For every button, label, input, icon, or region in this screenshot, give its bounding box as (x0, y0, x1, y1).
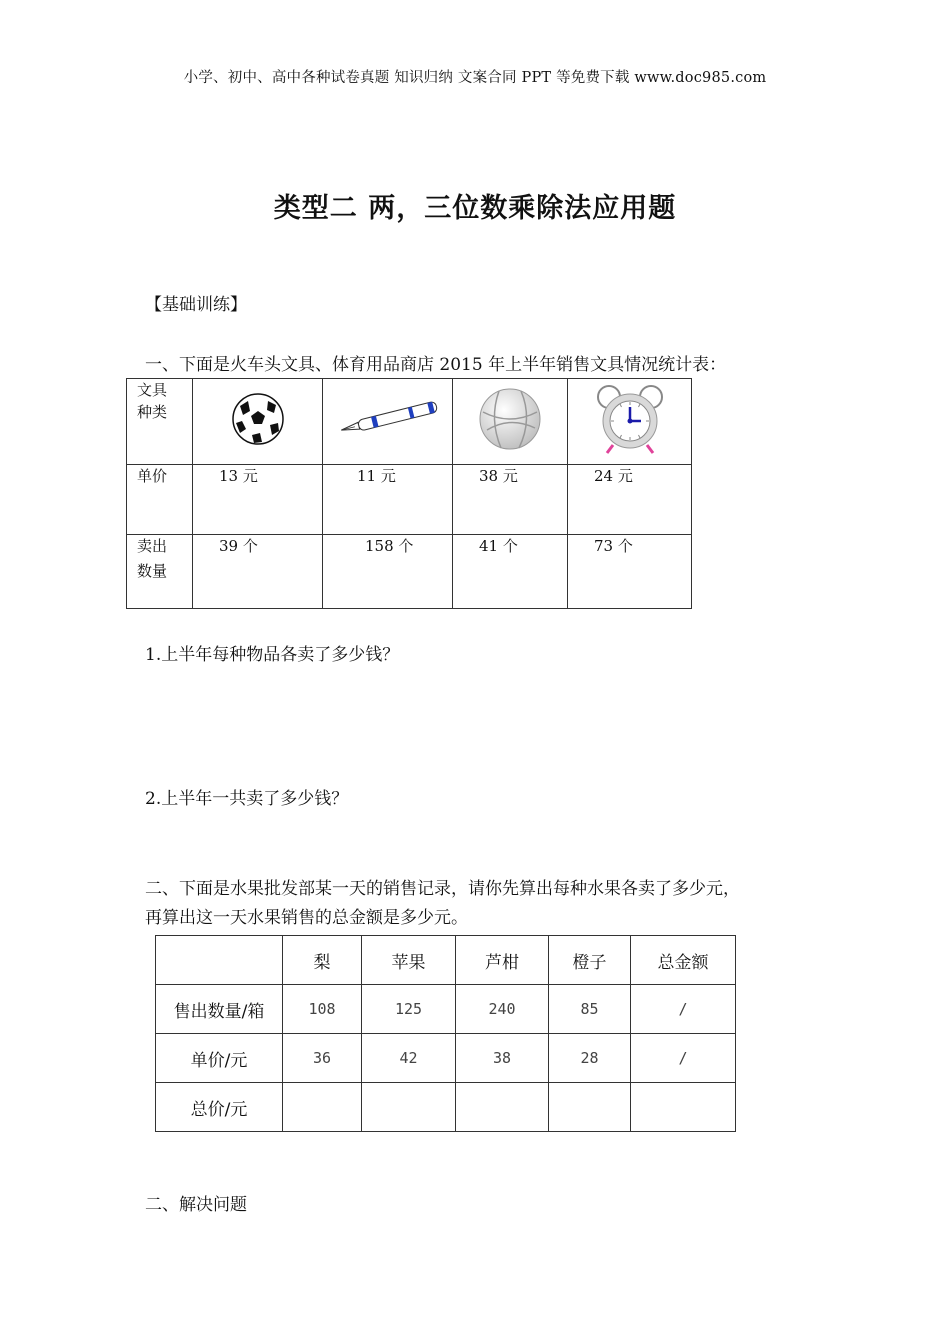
sold-label-line1: 卖出 (137, 537, 168, 555)
row-label-quantity: 售出数量/箱 (156, 985, 283, 1034)
item-type-label-line2: 种类 (137, 403, 168, 421)
sold-basketball: 41 个 (479, 537, 518, 555)
column-header-total: 总金额 (631, 936, 736, 985)
sold-soccer-ball: 39 个 (219, 537, 258, 555)
item-basketball-cell (453, 379, 568, 465)
sold-fountain-pen: 158 个 (365, 537, 414, 555)
sold-cell (193, 535, 323, 609)
table-row (156, 1083, 736, 1132)
column-header-orange: 橙子 (549, 936, 631, 985)
total-price-apple (362, 1083, 456, 1132)
fruit-sales-table (155, 935, 736, 1132)
fountain-pen-icon (332, 399, 444, 439)
corner-cell (156, 936, 283, 985)
alarm-clock-icon (591, 383, 669, 455)
sold-alarm-clock: 73 个 (594, 537, 633, 555)
q1-intro: 一、下面是火车头文具、体育用品商店 2015 年上半年销售文具情况统计表： (145, 355, 727, 375)
unit-price-orange: 28 (549, 1034, 631, 1083)
price-basketball: 38 元 (479, 467, 518, 485)
soccer-ball-icon (230, 391, 286, 447)
quantity-pear: 108 (283, 985, 362, 1034)
page-title: 类型二 两，三位数乘除法应用题 (273, 193, 677, 224)
unit-price-pear: 36 (283, 1034, 362, 1083)
price-cell (568, 465, 692, 535)
total-price-total (631, 1083, 736, 1132)
sold-label-cell (127, 535, 193, 609)
q2-intro-line2: 再算出这一天水果销售的总金额是多少元。 (145, 908, 468, 928)
unit-price-apple: 42 (362, 1034, 456, 1083)
header-cell (127, 379, 193, 465)
price-cell (323, 465, 453, 535)
sold-cell (323, 535, 453, 609)
q1-sub-question-2: 2.上半年一共卖了多少钱？ (145, 789, 349, 809)
price-fountain-pen: 11 元 (357, 467, 396, 485)
price-alarm-clock: 24 元 (594, 467, 633, 485)
sold-cell (453, 535, 568, 609)
quantity-tangerine: 240 (456, 985, 549, 1034)
unit-price-total: / (631, 1034, 736, 1083)
item-fountain-pen-cell (323, 379, 453, 465)
price-label: 单价 (137, 467, 168, 485)
column-header-tangerine: 芦柑 (456, 936, 549, 985)
stationery-sales-table (126, 378, 692, 609)
section-basic-training: 【基础训练】 (145, 295, 247, 315)
item-alarm-clock-cell (568, 379, 692, 465)
row-label-total-price: 总价/元 (156, 1083, 283, 1132)
q2-intro-line1: 二、下面是水果批发部某一天的销售记录，请你先算出每种水果各卖了多少元， (145, 879, 740, 899)
price-soccer-ball: 13 元 (219, 467, 258, 485)
price-label-cell (127, 465, 193, 535)
q1-sub-question-1: 1.上半年每种物品各卖了多少钱？ (145, 645, 400, 665)
basketball-icon (477, 386, 543, 452)
total-price-orange (549, 1083, 631, 1132)
table-row (156, 1034, 736, 1083)
column-header-apple: 苹果 (362, 936, 456, 985)
unit-price-tangerine: 38 (456, 1034, 549, 1083)
sold-cell (568, 535, 692, 609)
page-header-banner: 小学、初中、高中各种试卷真题 知识归纳 文案合同 PPT 等免费下载 www.doc985.com (183, 70, 767, 86)
quantity-total: / (631, 985, 736, 1034)
section-solve-problems: 二、解决问题 (145, 1195, 247, 1215)
price-cell (193, 465, 323, 535)
quantity-apple: 125 (362, 985, 456, 1034)
quantity-orange: 85 (549, 985, 631, 1034)
sold-label-line2: 数量 (137, 562, 168, 580)
item-soccer-ball-cell (193, 379, 323, 465)
price-cell (453, 465, 568, 535)
total-price-pear (283, 1083, 362, 1132)
row-label-unit-price: 单价/元 (156, 1034, 283, 1083)
column-header-pear: 梨 (283, 936, 362, 985)
total-price-tangerine (456, 1083, 549, 1132)
table-row (156, 985, 736, 1034)
item-type-label-line1: 文具 (137, 381, 168, 399)
